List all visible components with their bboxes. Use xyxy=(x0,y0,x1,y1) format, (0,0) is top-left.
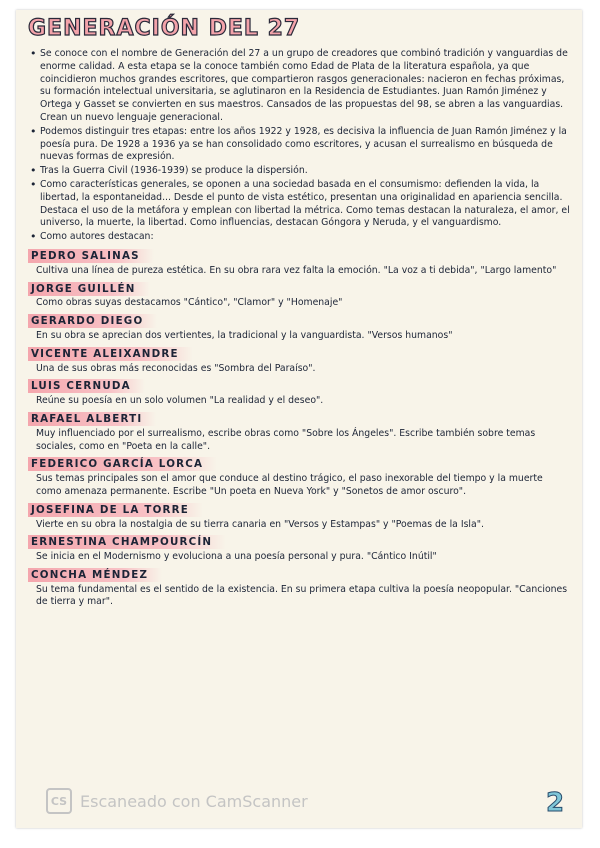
scanner-watermark xyxy=(46,788,308,814)
author-entry-diego xyxy=(28,310,570,343)
author-description: Una de sus obras más reconocidas es "Sombra del Paraíso". xyxy=(36,362,316,374)
camscanner-logo-icon: CS xyxy=(46,788,72,814)
intro-paragraph-2: • Podemos distinguir tres etapas: entre los años 1922 y 1928, es decisiva la influencia de Juan Ramón Jiménez y la poesía pura. De 1928 a 1936 ya se han consolidado como escritores, y acusan el surrealismo en búsqueda de nuevas formas de expresión. xyxy=(28,126,570,164)
author-description: Su tema fundamental es el sentido de la existencia. En su primera etapa cultiva la poesía neopopular. "Canciones de tierra y mar". xyxy=(36,583,568,608)
watermark-text: Escaneado con CamScanner xyxy=(80,791,308,811)
author-description: Reúne su poesía en un solo volumen "La realidad y el deseo". xyxy=(36,395,324,407)
intro-paragraph-3: • Tras la Guerra Civil (1936-1939) se produce la dispersión. xyxy=(28,165,570,178)
author-entry-mendez xyxy=(28,564,570,609)
author-entry-champourcin xyxy=(28,531,570,564)
notes-body xyxy=(28,48,570,609)
page-number: 2 xyxy=(546,788,565,818)
notebook-page xyxy=(16,10,582,828)
author-name: FEDERICO GARCÍA LORCA xyxy=(28,457,217,471)
author-name: RAFAEL ALBERTI xyxy=(28,412,156,426)
author-entry-torre xyxy=(28,499,570,532)
author-description: Como obras suyas destacamos "Cántico", "Clamor" y "Homenaje" xyxy=(36,297,343,309)
author-description: Vierte en su obra la nostalgia de su tierra canaria en "Versos y Estampas" y "Poemas de la Isla". xyxy=(36,518,484,530)
author-entry-lorca xyxy=(28,453,570,498)
author-description: Cultiva una línea de pureza estética. En su obra rara vez falta la emoción. "La voz a ti debida", "Largo lamento" xyxy=(36,264,557,276)
author-name: GERARDO DIEGO xyxy=(28,314,157,328)
author-name: CONCHA MÉNDEZ xyxy=(28,568,162,582)
author-description: Sus temas principales son el amor que conduce al destino trágico, el paso inexorable del tiempo y la muerte como amenaza permanente. Escribe "Un poeta en Nueva York" y "Sonetos de amor oscuro". xyxy=(36,473,543,497)
author-name: ERNESTINA CHAMPOURCÍN xyxy=(28,535,226,549)
author-description: Se inicia en el Modernismo y evoluciona a una poesía personal y pura. "Cántico Inútil" xyxy=(36,551,437,563)
author-entry-aleixandre xyxy=(28,343,570,376)
author-name: JORGE GUILLÉN xyxy=(28,282,150,296)
author-description: En su obra se aprecian dos vertientes, la tradicional y la vanguardista. "Versos humanos" xyxy=(36,329,453,341)
author-entry-alberti xyxy=(28,408,570,453)
intro-paragraph-4: • Como características generales, se oponen a una sociedad basada en el consumismo: defienden la vida, la libertad, la espontaneidad... Desde el punto de vista estético, presentan una originalidad en apariencia sencilla. Destaca el uso de la metáfora y emplean con libertad la métrica. Como temas destacan la naturaleza, el amor, el universo, la muerte, la libertad. Como influencias, destacan Góngora y Neruda, y el vanguardismo. xyxy=(28,179,570,230)
page-title: GENERACIÓN DEL 27 xyxy=(28,16,301,41)
intro-paragraph-1: • Se conoce con el nombre de Generación del 27 a un grupo de creadores que combinó tradición y vanguardias de enorme calidad. A esta etapa se la conoce también como Edad de Plata de la literatura española, ya que coincidieron muchos grandes escritores, que compartieron rasgos generacionales: nacieron en fechas próximas, su formación intelectual universitaria, se aglutinaron en la Residencia de Estudiantes. Juan Ramón Jiménez y Ortega y Gasset se convierten en sus maestros. Cansados de las propuestas del 98, se abren a las vanguardias. Crean un nuevo lenguaje generacional. xyxy=(28,48,570,125)
author-entry-salinas xyxy=(28,245,570,278)
intro-paragraph-5: • Como autores destacan: xyxy=(28,231,570,244)
author-description: Muy influenciado por el surrealismo, escribe obras como "Sobre los Ángeles". Escribe también sobre temas sociales, como en "Poeta en la calle". xyxy=(36,427,536,452)
author-entry-cernuda xyxy=(28,375,570,408)
author-entry-guillen xyxy=(28,278,570,311)
author-name: JOSEFINA DE LA TORRE xyxy=(28,503,203,517)
author-name: VICENTE ALEIXANDRE xyxy=(28,347,193,361)
author-name: LUIS CERNUDA xyxy=(28,379,145,393)
author-name: PEDRO SALINAS xyxy=(28,249,154,263)
